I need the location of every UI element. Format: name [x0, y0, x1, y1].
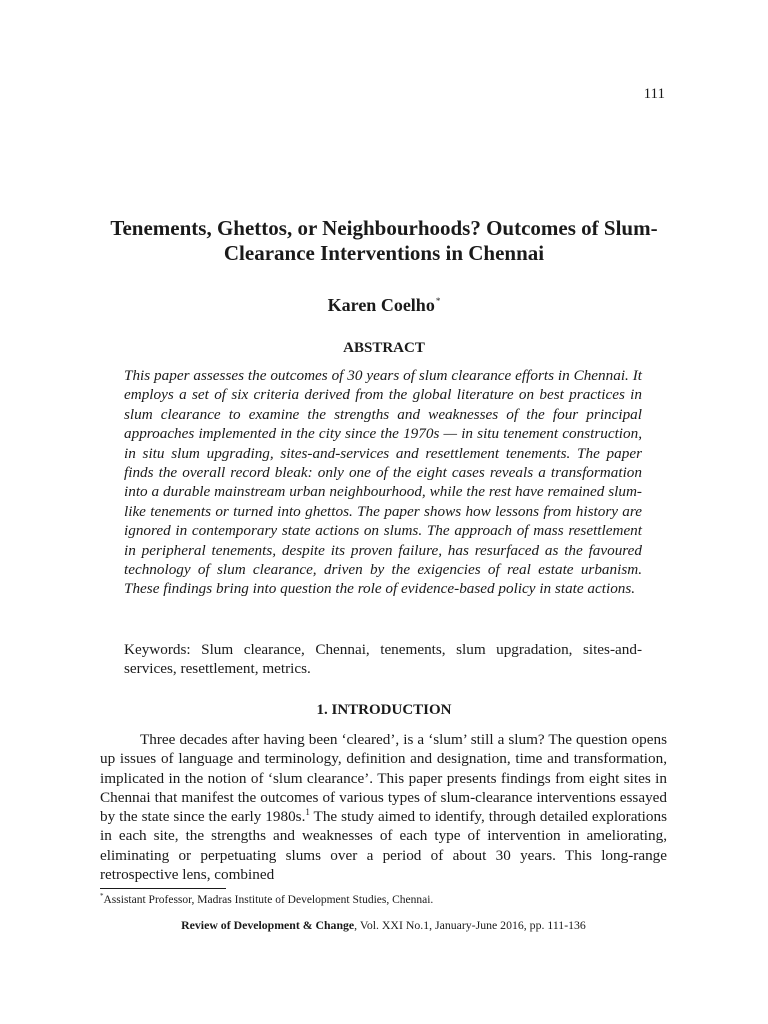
keywords: Keywords: Slum clearance, Chennai, tenements, slum upgradation, sites-and-services, resettlement, metrics.: [124, 641, 642, 678]
author-footnote-marker: *: [435, 296, 441, 306]
abstract-text: This paper assesses the outcomes of 30 years of slum clearance efforts in Chennai. It employs a set of six criteria derived from the global literature on best practices in slum clearance to examine the strengths and weaknesses of the four principal approaches implemented in the city since the 1970s — in situ tenement construction, in situ slum upgrading, sites-and-services and resettlement tenements. The paper finds the overall record bleak: only one of the eight cases reveals a transformation into a durable mainstream urban neighbourhood, while the rest have remained slum-like tenements or turned into ghettos. The paper shows how lessons from history are ignored in contemporary state actions on slums. The approach of mass resettlement in peripheral tenements, despite its proven failure, has resurfaced as the favoured technology of slum clearance, driven by the exigencies of real estate urbanism. These findings bring into question the role of evidence-based policy in state actions.: [124, 367, 642, 598]
journal-citation-details: , Vol. XXI No.1, January-June 2016, pp. 111-136: [354, 918, 586, 932]
section-heading-introduction: 1. INTRODUCTION: [316, 702, 452, 718]
author-name: Karen Coelho: [327, 295, 435, 315]
footnote-text: Assistant Professor, Madras Institute of Development Studies, Chennai.: [103, 894, 434, 906]
journal-name: Review of Development & Change: [181, 918, 355, 932]
introduction-text-part-1: Three decades after having been ‘cleared’, is a ‘slum’ still a slum? The question opens up issues of language and terminology, definition and designation, time and transformation, implicated in the notion of ‘slum clearance’. This paper presents findings from eight sites in Chennai that manifest the outcomes of various types of slum-clearance interventions essayed by the state since the early 1980s.: [100, 731, 667, 826]
author-line: [100, 295, 668, 316]
author-footnote: [100, 894, 667, 906]
abstract-heading: ABSTRACT: [343, 340, 425, 356]
endnote-marker: 1: [305, 807, 310, 818]
paper-title: Tenements, Ghettos, or Neighbourhoods? Outcomes of Slum-Clearance Interventions in Chennai: [110, 216, 658, 265]
introduction-paragraph: [100, 730, 667, 884]
page-number: 111: [643, 86, 665, 102]
journal-citation: [100, 918, 667, 933]
footnote-divider: [100, 888, 226, 889]
footnote-marker: *: [100, 892, 104, 900]
introduction-text-part-2: The study aimed to identify, through detailed explorations in each site, the strengths and weaknesses of each type of intervention in ameliorating, eliminating or perpetuating slums over a period of about 30 years. This long-range retrospective lens, combined: [100, 808, 667, 884]
